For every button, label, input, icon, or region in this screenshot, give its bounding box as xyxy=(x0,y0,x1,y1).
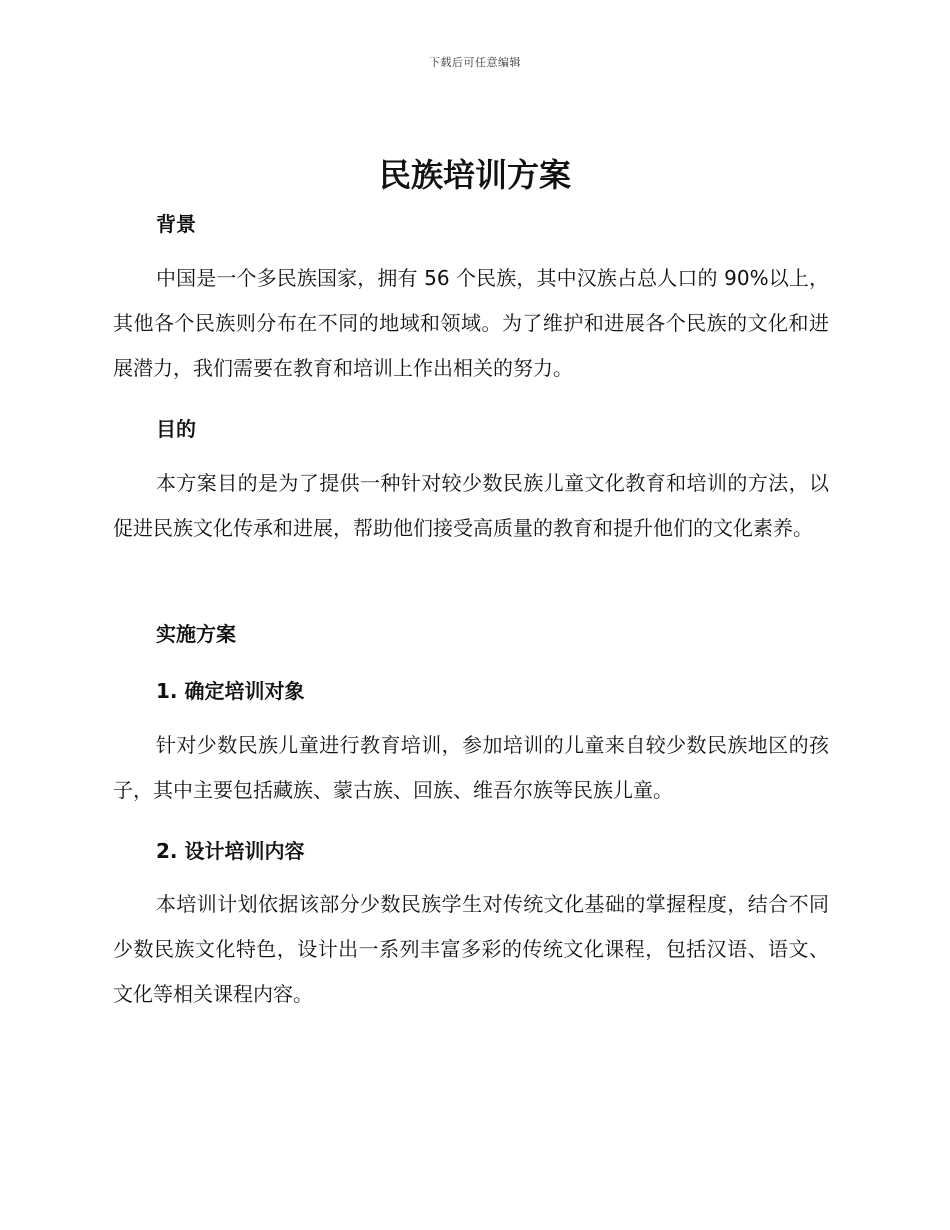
section-heading-background: 背景 xyxy=(156,212,196,236)
document-title: 民族培训方案 xyxy=(378,156,571,194)
step-heading-content: 2. 设计培训内容 xyxy=(156,839,305,863)
paragraph-background: 中国是一个多民族国家，拥有 56 个民族，其中汉族占总人口的 90%以上，其他各个民族则分布在不同的地域和领域。为了维护和进展各个民族的文化和进展潜力，我们需要在教育和培训上作出相关的努力。 xyxy=(113,266,829,380)
paragraph-purpose: 本方案目的是为了提供一种针对较少数民族儿童文化教育和培训的方法，以促进民族文化传承和进展，帮助他们接受高质量的教育和提升他们的文化素养。 xyxy=(113,471,829,540)
section-heading-implementation: 实施方案 xyxy=(156,622,236,646)
paragraph-target: 针对少数民族儿童进行教育培训，参加培训的儿童来自较少数民族地区的孩子，其中主要包括藏族、蒙古族、回族、维吾尔族等民族儿童。 xyxy=(113,733,829,802)
step-heading-target: 1. 确定培训对象 xyxy=(156,679,305,703)
section-heading-purpose: 目的 xyxy=(156,417,196,441)
paragraph-content: 本培训计划依据该部分少数民族学生对传统文化基础的掌握程度，结合不同少数民族文化特色，设计出一系列丰富多彩的传统文化课程，包括汉语、语文、文化等相关课程内容。 xyxy=(113,892,829,1006)
header-note: 下载后可任意编辑 xyxy=(429,56,521,69)
